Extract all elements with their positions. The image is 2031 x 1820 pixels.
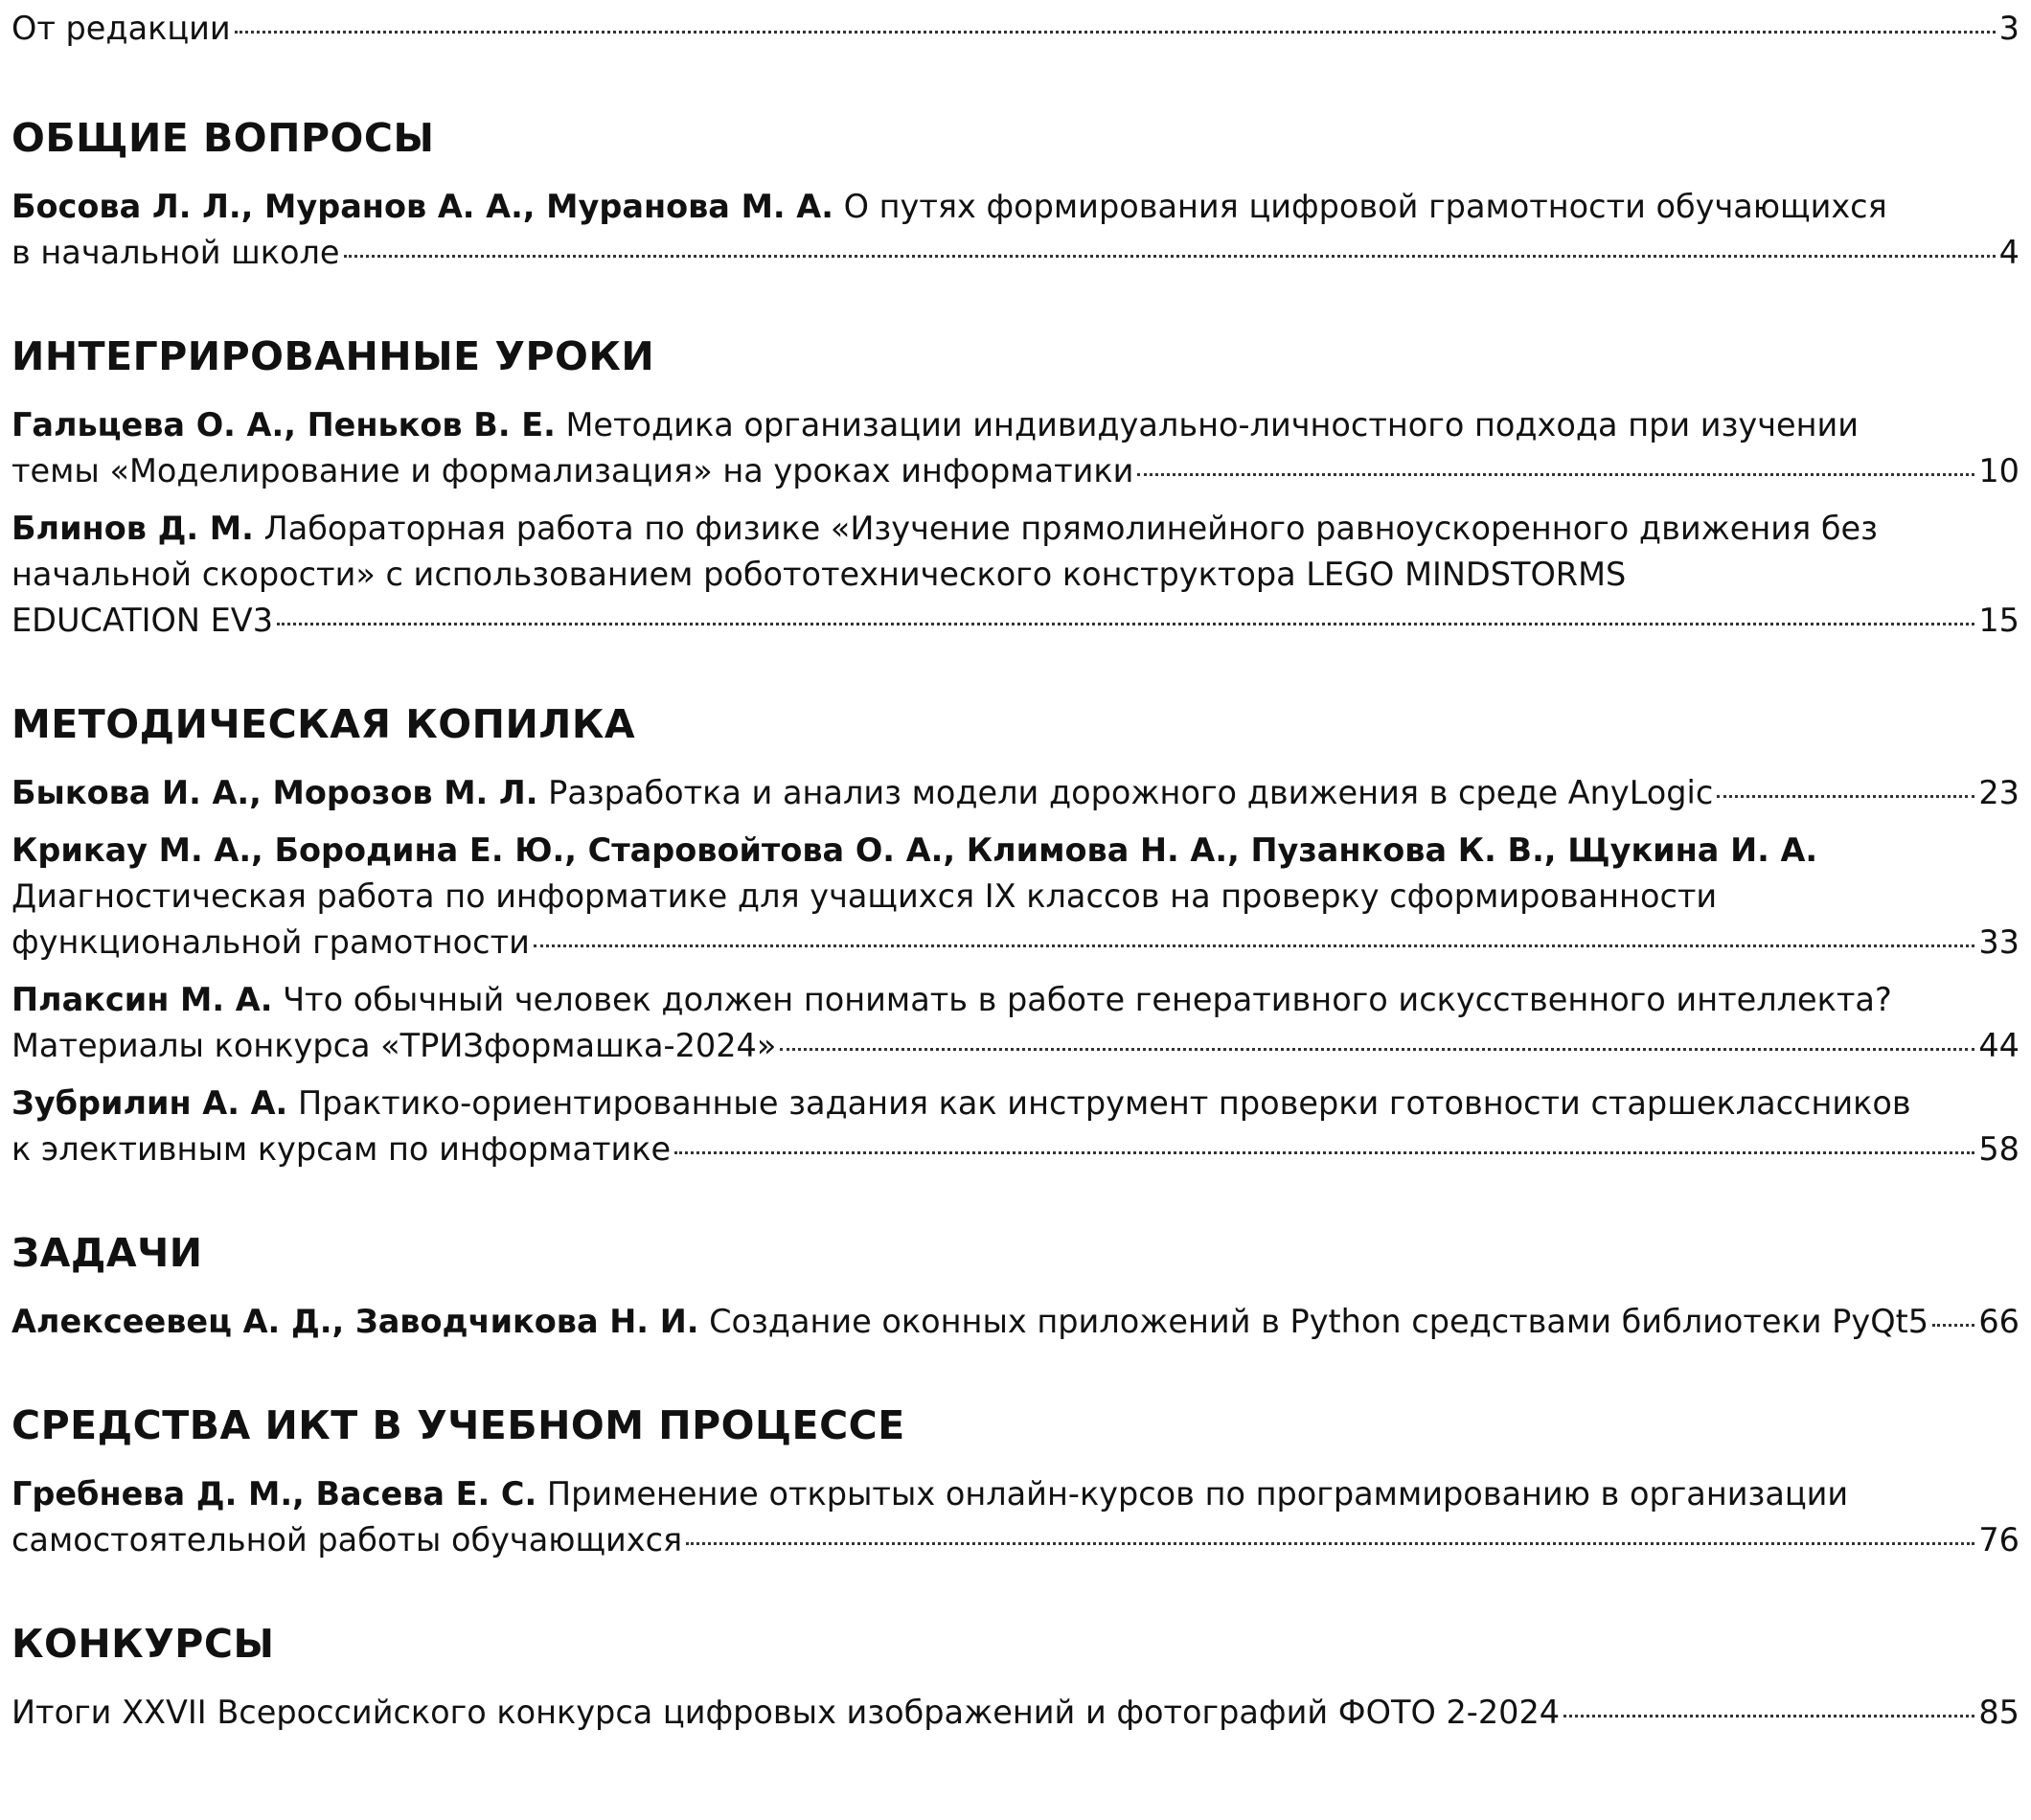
dot-leader: [344, 255, 1996, 258]
toc-entry-authors: Блинов Д. М.: [11, 510, 254, 547]
toc-page-number: 15: [1978, 602, 2020, 639]
toc-section-integrated-lessons: [11, 331, 2020, 644]
dot-leader: [780, 1048, 1974, 1051]
toc-entry-lead: [11, 402, 2020, 448]
toc-entry-title: Методика организации индивидуально-личностного подхода при изучении: [565, 406, 1860, 444]
toc-entry-authors: Зубрилин А. А.: [11, 1084, 288, 1122]
toc-entry-title: Создание оконных приложений в Python средствами библиотеки PyQt5: [709, 1303, 1929, 1340]
section-title: КОНКУРСЫ: [11, 1621, 275, 1667]
toc-section-general: [11, 113, 2020, 276]
dot-leader: [534, 944, 1975, 947]
toc-entry[interactable]: [11, 1299, 2020, 1345]
toc-entry-title: От редакции: [11, 10, 231, 47]
toc-page-number: 66: [1978, 1303, 2020, 1340]
toc-entry[interactable]: [11, 1690, 2020, 1736]
toc-page-number: 44: [1978, 1027, 2020, 1064]
dot-leader: [674, 1151, 1974, 1154]
toc-entry-lead: [11, 506, 2020, 598]
toc-entry-last-line: [11, 1690, 2020, 1736]
toc-entry-last-line: [11, 770, 2020, 816]
section-title: ОБЩИЕ ВОПРОСЫ: [11, 115, 435, 161]
toc-entry-authors: Крикау М. А., Бородина Е. Ю., Старовойтова О. А., Климова Н. А., Пузанкова К. В., Щукина И. А.: [11, 831, 1818, 869]
dot-leader: [235, 31, 1996, 34]
section-title: МЕТОДИЧЕСКАЯ КОПИЛКА: [11, 701, 636, 747]
dot-leader: [686, 1542, 1974, 1545]
section-title: ЗАДАЧИ: [11, 1230, 203, 1276]
toc-entry-last-line: [11, 920, 2020, 966]
dot-leader: [1137, 473, 1974, 476]
toc-section-contests: [11, 1619, 2020, 1736]
toc-entry-title: Практико-ориентированные задания как инструмент проверки готовности старшеклассников: [297, 1084, 1911, 1122]
toc-section-methodical: [11, 699, 2020, 1172]
toc-entry-lead: [11, 1471, 2020, 1517]
toc-entry-authors: Гальцева О. А., Пеньков В. Е.: [11, 406, 556, 444]
toc-entry-last-line: [11, 6, 2020, 52]
toc-entry-title: О путях формирования цифровой грамотности обучающихся: [843, 188, 1887, 225]
toc-entry-title: Применение открытых онлайн-курсов по программированию в организации: [546, 1475, 1849, 1513]
dot-leader: [277, 623, 1974, 626]
toc-entry-last-line: [11, 598, 2020, 644]
toc-entry-title-end: темы «Моделирование и формализация» на уроках информатики: [11, 452, 1134, 489]
toc-entry[interactable]: [11, 506, 2020, 644]
toc-page-number: 23: [1978, 774, 2020, 811]
toc-page-number: 58: [1978, 1130, 2020, 1168]
dot-leader: [1563, 1715, 1974, 1718]
toc-entry-title-end: EDUCATION EV3: [11, 602, 274, 639]
toc-entry-last-line: [11, 1023, 2020, 1069]
toc-page-number: 76: [1978, 1521, 2020, 1558]
toc-entry-title-end: самостоятельной работы обучающихся: [11, 1521, 683, 1558]
toc-entry-authors: Гребнева Д. М., Васева Е. С.: [11, 1475, 537, 1513]
toc-entry-last-line: [11, 1126, 2020, 1172]
toc-entry-editorial[interactable]: [11, 6, 2020, 52]
toc-list: [11, 6, 2020, 1736]
toc-entry-authors: Быкова И. А., Морозов М. Л.: [11, 774, 538, 811]
section-title: ИНТЕГРИРОВАННЫЕ УРОКИ: [11, 333, 655, 379]
toc-entry-title: Что обычный человек должен понимать в работе генеративного искусственного интеллекта?: [283, 981, 1892, 1018]
toc-entry-lead: [11, 1081, 2020, 1126]
toc-page-number: 4: [1998, 234, 2020, 271]
toc-entry-title-end: к элективным курсам по информатике: [11, 1130, 672, 1168]
toc-entry-last-line: [11, 448, 2020, 494]
toc-entry-last-line: [11, 230, 2020, 276]
toc-entry-authors-line: [11, 828, 2020, 874]
toc-entry-text: [11, 770, 1713, 816]
toc-page-number: 10: [1978, 452, 2020, 489]
toc-entry[interactable]: [11, 828, 2020, 966]
toc-entry-title-end: в начальной школе: [11, 234, 340, 271]
dot-leader: [1932, 1324, 1974, 1327]
toc-entry-title-end: Материалы конкурса «ТРИЗформашка-2024»: [11, 1027, 777, 1064]
toc-entry-lead: [11, 977, 2020, 1023]
toc-entry-title: Разработка и анализ модели дорожного движения в среде AnyLogic: [548, 774, 1714, 811]
toc-entry-last-line: [11, 1299, 2020, 1345]
toc-section-ict-tools: [11, 1400, 2020, 1563]
toc-entry[interactable]: [11, 402, 2020, 494]
toc-entry[interactable]: [11, 977, 2020, 1069]
toc-entry-lead: Диагностическая работа по информатике для учащихся IX классов на проверку сформированности: [11, 877, 1718, 915]
toc-section-problems: [11, 1228, 2020, 1345]
toc-entry-last-line: [11, 1517, 2020, 1563]
toc-entry-title-end: функциональной грамотности: [11, 923, 530, 961]
toc-page-number: 85: [1978, 1694, 2020, 1731]
toc-entry[interactable]: [11, 770, 2020, 816]
toc-entry-title: Итоги XXVII Всероссийского конкурса цифровых изображений и фотографий ФОТО 2-2024: [11, 1694, 1561, 1731]
toc-entry[interactable]: [11, 184, 2020, 276]
dot-leader: [1717, 795, 1974, 798]
toc-page-number: 3: [1998, 10, 2020, 47]
toc-page-number: 33: [1978, 923, 2020, 961]
section-title: СРЕДСТВА ИКТ В УЧЕБНОМ ПРОЦЕССЕ: [11, 1402, 905, 1448]
toc-entry-authors: Босова Л. Л., Муранов А. А., Муранова М. А.: [11, 188, 833, 225]
toc-entry-title: Лабораторная работа по физике «Изучение прямолинейного равноускоренного движения без начальной скорости» с использованием робототехнического конструктора LEGO MINDSTORMS: [11, 510, 1878, 593]
toc-entry-authors: Алексеевец А. Д., Заводчикова Н. И.: [11, 1303, 699, 1340]
toc-entry-authors: Плаксин М. А.: [11, 981, 273, 1018]
toc-entry-lead: [11, 184, 2020, 230]
toc-entry-text: [11, 1299, 1928, 1345]
toc-entry[interactable]: [11, 1081, 2020, 1172]
toc-entry[interactable]: [11, 1471, 2020, 1563]
